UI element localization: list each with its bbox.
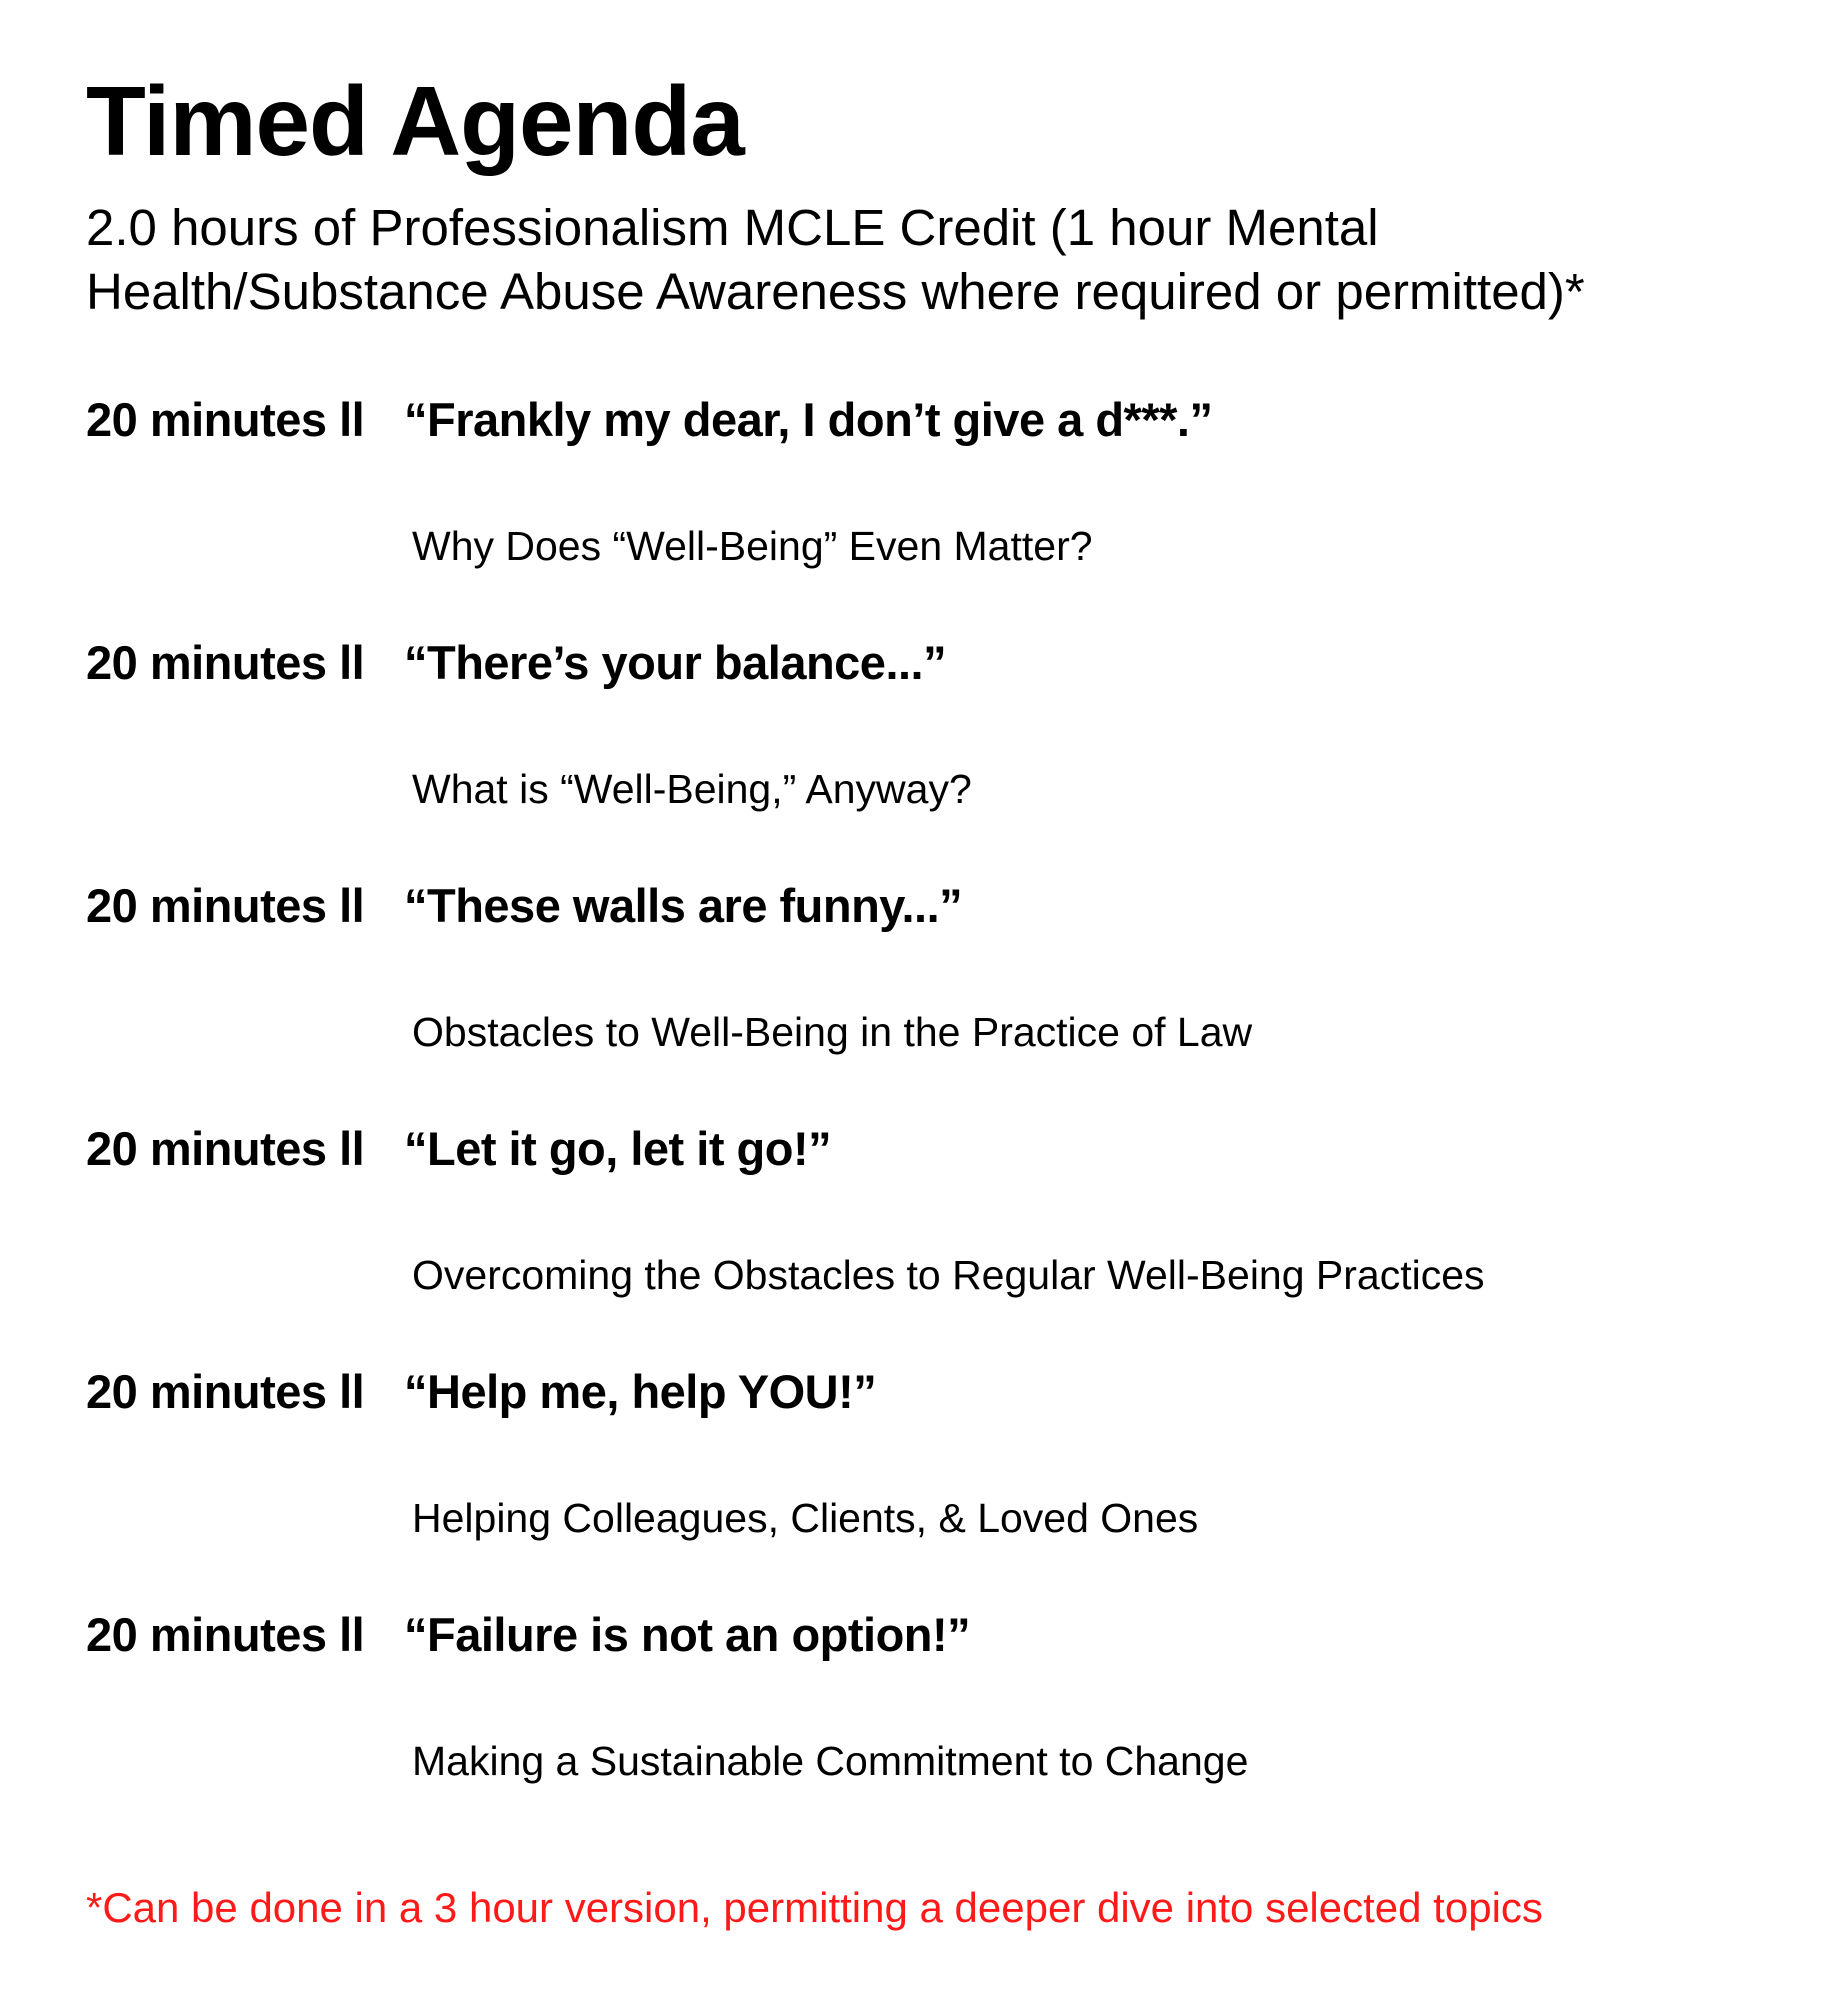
agenda-item bbox=[86, 1605, 1786, 1785]
agenda-item-description: Why Does “Well-Being” Even Matter? bbox=[412, 523, 1093, 569]
agenda-item-description: Obstacles to Well-Being in the Practice of Law bbox=[412, 1009, 1253, 1055]
agenda-item-description: Overcoming the Obstacles to Regular Well-Being Practices bbox=[412, 1252, 1485, 1298]
agenda-item-duration: 20 minutes ll bbox=[86, 636, 365, 689]
agenda-item-description: Making a Sustainable Commitment to Change bbox=[412, 1738, 1249, 1784]
agenda-item bbox=[86, 390, 1786, 570]
agenda-item-duration: 20 minutes ll bbox=[86, 1365, 365, 1418]
agenda-item-header bbox=[86, 390, 1213, 450]
agenda-item-description: What is “Well-Being,” Anyway? bbox=[412, 766, 972, 812]
agenda-item-header bbox=[86, 876, 962, 936]
agenda-item bbox=[86, 1119, 1786, 1299]
agenda-item-header bbox=[86, 1362, 876, 1422]
agenda-item-quote: “There’s your balance...” bbox=[404, 636, 947, 689]
footnote: *Can be done in a 3 hour version, permitting a deeper dive into selected topics bbox=[86, 1884, 1543, 1931]
agenda-item-quote: “Frankly my dear, I don’t give a d***.” bbox=[404, 393, 1213, 446]
agenda-item-quote: “These walls are funny...” bbox=[404, 879, 963, 932]
page-subtitle: 2.0 hours of Professionalism MCLE Credit (1 hour Mental Health/Substance Abuse Awareness where required or permitted)* bbox=[86, 199, 1585, 320]
agenda-item-quote: “Help me, help YOU!” bbox=[404, 1365, 877, 1418]
agenda-item-quote: “Failure is not an option!” bbox=[404, 1608, 971, 1661]
agenda-item-header bbox=[86, 1605, 970, 1665]
agenda-item-header bbox=[86, 633, 946, 693]
agenda-item bbox=[86, 876, 1786, 1056]
agenda-item-duration: 20 minutes ll bbox=[86, 393, 365, 446]
agenda-item-duration: 20 minutes ll bbox=[86, 1608, 365, 1661]
agenda-item-duration: 20 minutes ll bbox=[86, 1122, 365, 1175]
agenda-item-description: Helping Colleagues, Clients, & Loved Ones bbox=[412, 1495, 1199, 1541]
page-title: Timed Agenda bbox=[86, 66, 744, 176]
agenda-item bbox=[86, 633, 1786, 813]
agenda-item-quote: “Let it go, let it go!” bbox=[404, 1122, 832, 1175]
agenda-item bbox=[86, 1362, 1786, 1542]
agenda-item-header bbox=[86, 1119, 831, 1179]
agenda-item-duration: 20 minutes ll bbox=[86, 879, 365, 932]
